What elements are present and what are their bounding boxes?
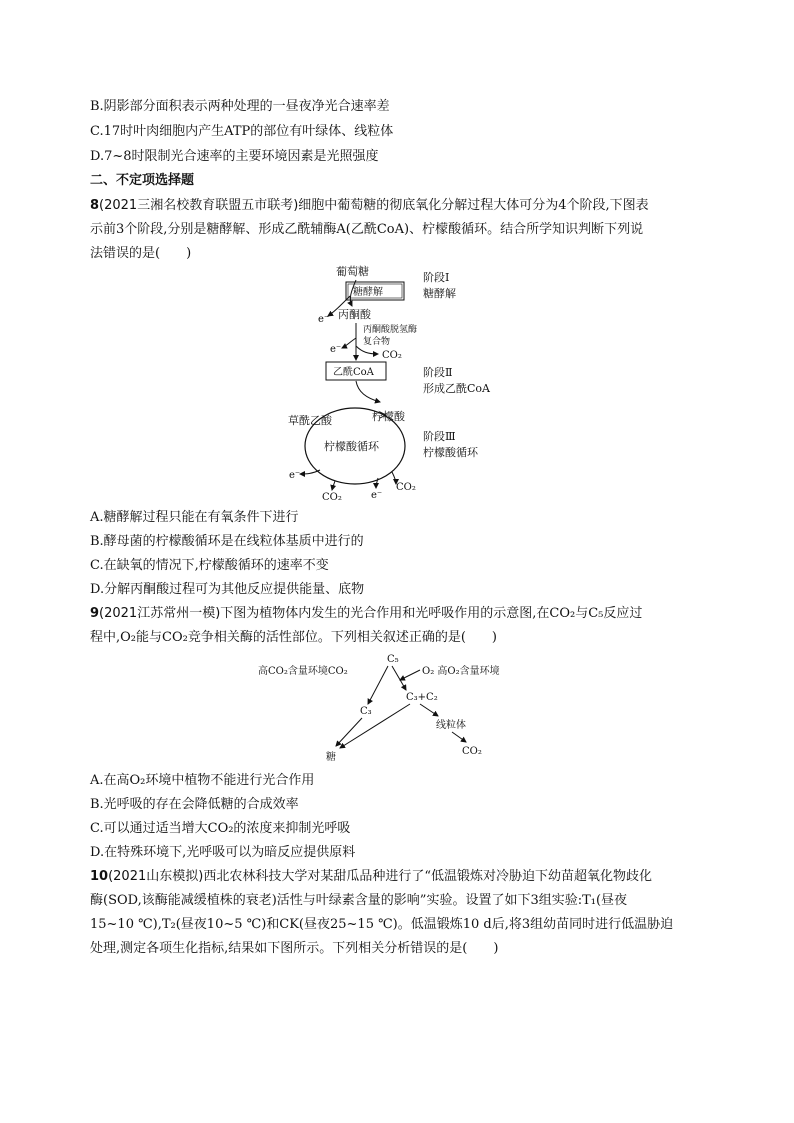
q9-co2-label: CO₂ <box>462 746 482 757</box>
q8-arrow-e4 <box>376 478 378 488</box>
q9-arrow-mito-co2 <box>452 732 466 742</box>
q8-citrate-label: 柠檬酸 <box>372 410 405 423</box>
q8-enzyme-label2: 复合物 <box>363 337 391 347</box>
q10-source: (2021山东模拟) <box>108 869 204 884</box>
q8-electron-2: e⁻ <box>330 344 342 355</box>
q8-option-d: D.分解丙酮酸过程可为其他反应提供能量、底物 <box>90 582 365 597</box>
q9-arrow-o2 <box>400 670 420 680</box>
q8-stage2-desc: 形成乙酰CoA <box>423 382 490 395</box>
q8-stem-line2: 示前3个阶段,分别是糖酵解、形成乙酰辅酶A(乙酰CoA)、柠檬酸循环。结合所学知识判断下列说 <box>90 222 644 237</box>
q10-stem-text1: 西北农林科技大学对某甜瓜品种进行了“低温锻炼对冷胁迫下幼苗超氧化物歧化 <box>203 869 652 884</box>
q8-stage3-name: 阶段Ⅲ <box>423 430 456 443</box>
q9-sugar-label: 糖 <box>326 752 336 763</box>
q7-option-b: B.阴影部分面积表示两种处理的一昼夜净光合速率差 <box>90 99 390 114</box>
q9-arrow-c3c2-mito <box>420 704 438 716</box>
q9-stem-text1: 下图为植物体内发生的光合作用和光呼吸作用的示意图,在CO₂与C₅反应过 <box>220 606 643 621</box>
q8-oxaloacetate-label: 草酰乙酸 <box>288 414 332 427</box>
q8-stem-line1 <box>90 197 649 215</box>
q9-arrow-c3c2-sugar <box>340 704 410 748</box>
q10-stem-line4: 处理,测定各项生化指标,结果如下图所示。下列相关分析错误的是( ) <box>90 941 499 956</box>
q9-c3c2-label: C₃+C₂ <box>406 692 438 703</box>
q8-source: (2021三湘名校教育联盟五市联考) <box>99 198 299 213</box>
q8-option-a: A.糖酵解过程只能在有氧条件下进行 <box>90 510 299 525</box>
q8-electron-1: e⁻ <box>318 314 330 325</box>
q8-arrow-acetyl-cycle <box>356 381 380 402</box>
q9-c5-label: C₅ <box>387 654 399 665</box>
q8-cycle-label: 柠檬酸循环 <box>324 440 379 453</box>
q8-stage2-name: 阶段Ⅱ <box>423 366 453 379</box>
q9-high-o2-label: O₂ 高O₂含量环境 <box>422 666 500 677</box>
q8-co2-1: CO₂ <box>382 350 402 361</box>
q8-co2-3: CO₂ <box>396 482 416 493</box>
q9-option-b: B.光呼吸的存在会降低糖的合成效率 <box>90 797 299 812</box>
q8-stage1-desc: 糖酵解 <box>423 287 456 300</box>
q9-source: (2021江苏常州一模) <box>99 606 221 621</box>
q8-arrow-co2-2 <box>332 481 335 490</box>
q8-co2-2: CO₂ <box>322 492 342 502</box>
q8-stem-line3: 法错误的是( ) <box>90 246 192 261</box>
q8-enzyme-label1: 丙酮酸脱氢酶 <box>363 325 418 335</box>
q8-arrow-e2 <box>342 338 356 348</box>
q9-stem-line2: 程中,O₂能与CO₂竞争相关酶的活性部位。下列相关叙述正确的是( ) <box>90 630 497 645</box>
q8-stage1-name: 阶段Ⅰ <box>423 271 450 284</box>
q9-number: 9 <box>90 606 100 621</box>
q8-arrow-co2-1 <box>356 346 378 354</box>
q8-stem-text1: 细胞中葡萄糖的彻底氧化分解过程大体可分为4个阶段,下图表 <box>298 198 649 213</box>
q8-pyruvate-label: 丙酮酸 <box>338 308 371 321</box>
q8-respiration-diagram <box>0 262 794 502</box>
q9-mito-label: 线粒体 <box>436 720 466 731</box>
q9-option-a: A.在高O₂环境中植物不能进行光合作用 <box>90 773 315 788</box>
q9-stem-line1 <box>90 605 642 623</box>
q10-stem-line3: 15~10 ℃),T₂(昼夜10~5 ℃)和CK(昼夜25~15 ℃)。低温锻炼10 d后,将3组幼苗同时进行低温胁迫 <box>90 917 674 932</box>
q10-number: 10 <box>90 869 109 884</box>
q8-electron-3: e⁻ <box>289 470 301 481</box>
q8-stage3-desc: 柠檬酸循环 <box>423 446 478 459</box>
q8-number: 8 <box>90 198 100 213</box>
q9-high-co2-label: 高CO₂含量环境CO₂ <box>258 666 348 677</box>
q9-photorespiration-diagram <box>0 650 794 765</box>
q8-glycolysis-box-label: 糖酵解 <box>353 287 383 298</box>
q9-option-c: C.可以通过适当增大CO₂的浓度来抑制光呼吸 <box>90 821 351 836</box>
q7-option-d: D.7~8时限制光合速率的主要环境因素是光照强度 <box>90 149 379 164</box>
section-heading: 二、不定项选择题 <box>90 173 195 188</box>
q8-electron-4: e⁻ <box>371 490 383 501</box>
q8-glucose-label: 葡萄糖 <box>336 265 369 278</box>
q10-stem-line1 <box>90 868 652 886</box>
q9-arrow-c5-c3 <box>368 666 388 704</box>
q8-option-c: C.在缺氧的情况下,柠檬酸循环的速率不变 <box>90 558 329 573</box>
q10-stem-line2: 酶(SOD,该酶能减缓植株的衰老)活性与叶绿素含量的影响”实验。设置了如下3组实验:T₁(昼夜 <box>90 893 628 908</box>
q9-c3-label: C₃ <box>360 706 372 717</box>
q8-option-b: B.酵母菌的柠檬酸循环是在线粒体基质中进行的 <box>90 534 364 549</box>
q7-option-c: C.17时叶肉细胞内产生ATP的部位有叶绿体、线粒体 <box>90 124 394 139</box>
q9-option-d: D.在特殊环境下,光呼吸可以为暗反应提供原料 <box>90 845 356 860</box>
q8-acetylcoa-label: 乙酰CoA <box>333 367 374 378</box>
